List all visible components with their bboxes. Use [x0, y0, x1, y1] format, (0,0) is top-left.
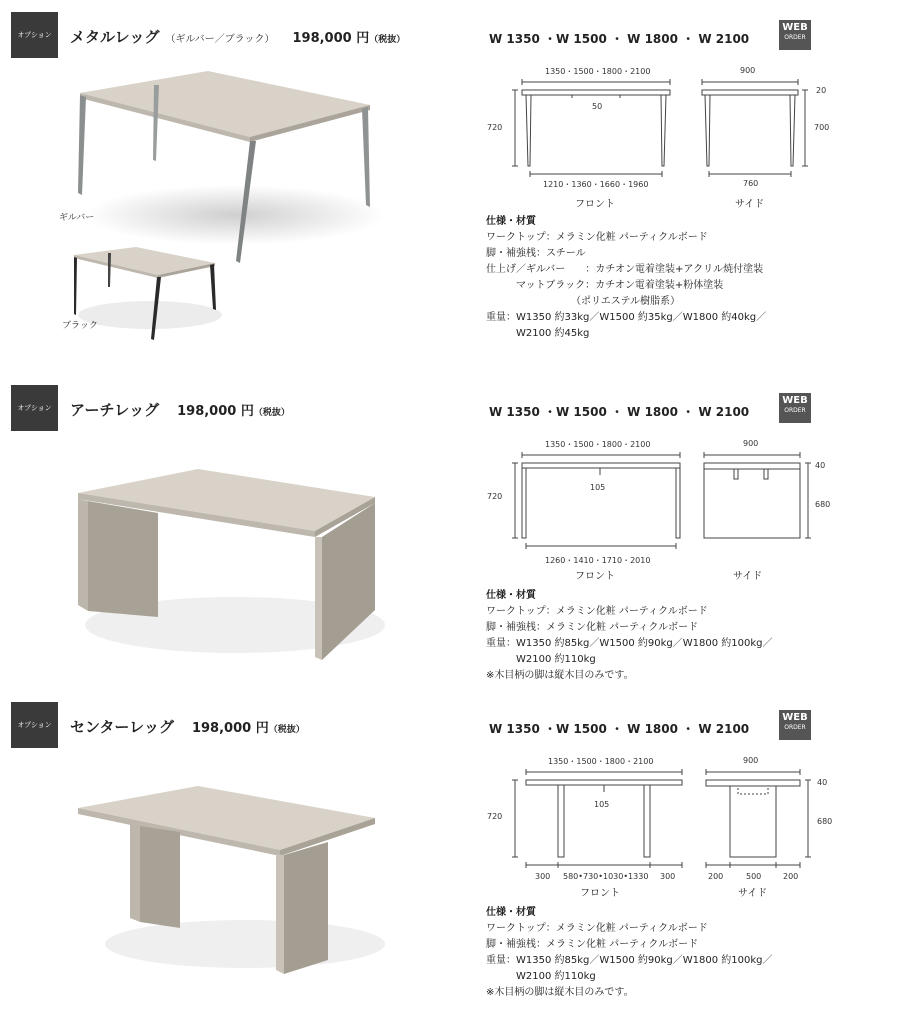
side-view-drawing [700, 78, 810, 188]
spec-line: 重量：W1350 約85kg／W1500 約90kg／W1800 約100kg／ [486, 638, 773, 649]
spec-line: 重量：W1350 約33kg／W1500 約35kg／W1800 約40kg／ [486, 312, 767, 323]
web-label: WEB [782, 22, 808, 33]
web-order-badge[interactable] [779, 20, 811, 50]
option-badge: オプション [11, 385, 58, 431]
table-image-gilver [70, 65, 390, 265]
option-badge: オプション [11, 12, 58, 58]
dim-top-thickness: 20 [816, 86, 827, 95]
front-label: フロント [575, 571, 615, 582]
order-label: ORDER [784, 34, 806, 41]
tax-note: （税抜） [369, 35, 406, 45]
dim-side-offset-right: 200 [783, 872, 799, 881]
product-name: メタルレッグ [70, 28, 160, 46]
dim-leg-height: 700 [814, 123, 830, 132]
dim-width-top: 1350・1500・1800・2100 [545, 67, 651, 76]
spec-line: 重量：W1350 約85kg／W1500 約90kg／W1800 約100kg／ [486, 955, 773, 966]
spec-line: ワークトップ：メラミン化粧 パーティクルボード [486, 606, 708, 617]
product-title [70, 26, 405, 47]
spec-title: 仕様・材質 [486, 590, 536, 601]
tax-note: （税抜） [268, 725, 305, 735]
spec-line: ※木目柄の脚は縦木目のみです。 [486, 670, 634, 681]
spec-line: 脚・補強桟：メラミン化粧 パーティクルボード [486, 622, 699, 633]
side-label: サイド [733, 571, 763, 582]
spec-line: ワークトップ：メラミン化粧 パーティクルボード [486, 923, 708, 934]
spec-line: 脚・補強桟：メラミン化粧 パーティクルボード [486, 939, 699, 950]
width-options: W 1350 ・W 1500 ・ W 1800 ・ W 2100 [489, 32, 750, 46]
product-variant: （ギルバー／ブラック） [165, 34, 275, 45]
order-label: ORDER [784, 407, 806, 414]
table-image-center [70, 782, 390, 982]
dim-width-bottom: 1260・1410・1710・2010 [545, 556, 651, 565]
web-order-badge[interactable] [779, 393, 811, 423]
side-view-drawing [700, 768, 810, 878]
dim-height: 720 [487, 812, 503, 821]
dim-side-leg-width: 500 [746, 872, 762, 881]
front-label: フロント [580, 888, 620, 899]
side-view-drawing [700, 451, 810, 561]
web-label: WEB [782, 712, 808, 723]
dim-depth-top: 900 [743, 756, 759, 765]
front-view-drawing [512, 768, 692, 878]
front-label: フロント [575, 199, 615, 210]
product-price: 198,000 円 [292, 31, 370, 46]
side-label: サイド [735, 199, 765, 210]
dim-width-bottom: 1210・1360・1660・1960 [543, 180, 649, 189]
spec-line: W2100 約45kg [486, 328, 590, 339]
dim-leg-span: 580•730•1030•1330 [563, 872, 649, 881]
product-price: 198,000 円 [177, 404, 254, 419]
dim-top-thickness: 40 [815, 461, 826, 470]
product-price: 198,000 円 [191, 721, 269, 736]
dim-depth-bottom: 760 [743, 179, 759, 188]
spec-block [486, 214, 766, 342]
spec-title: 仕様・材質 [486, 907, 536, 918]
dim-leg-offset-right: 300 [660, 872, 676, 881]
caption-black: ブラック [62, 321, 98, 331]
section-center-leg [0, 702, 897, 1022]
spec-line: 仕上げ／ギルバー ：カチオン電着塗装+アクリル焼付塗装 [486, 264, 764, 275]
dim-top-thickness: 40 [817, 778, 828, 787]
spec-line: （ポリエステル樹脂系） [486, 296, 681, 307]
section-metal-leg [0, 0, 897, 360]
product-name: アーチレッグ [70, 401, 160, 419]
spec-block [486, 905, 773, 1001]
front-view-drawing [512, 451, 692, 561]
dim-side-offset-left: 200 [708, 872, 724, 881]
spec-line: ※木目柄の脚は縦木目のみです。 [486, 987, 634, 998]
spec-line: W2100 約110kg [486, 654, 596, 665]
spec-line: W2100 約110kg [486, 971, 596, 982]
dim-leg-height: 680 [815, 500, 831, 509]
dim-leg-height: 680 [817, 817, 833, 826]
product-title [70, 399, 290, 420]
dim-inner: 105 [594, 800, 610, 809]
dim-depth-top: 900 [740, 66, 756, 75]
dim-width-top: 1350・1500・1800・2100 [545, 440, 651, 449]
spec-title: 仕様・材質 [486, 216, 536, 227]
dim-depth-top: 900 [743, 439, 759, 448]
side-label: サイド [738, 888, 768, 899]
order-label: ORDER [784, 724, 806, 731]
product-title [70, 716, 305, 737]
dim-inner: 50 [592, 102, 603, 111]
product-name: センターレッグ [70, 718, 174, 736]
spec-line: 脚・補強桟：スチール [486, 248, 586, 259]
option-badge: オプション [11, 702, 58, 748]
width-options: W 1350 ・W 1500 ・ W 1800 ・ W 2100 [489, 405, 750, 419]
dim-inner: 105 [590, 483, 606, 492]
tax-note: （税抜） [253, 408, 290, 418]
web-order-badge[interactable] [779, 710, 811, 740]
dim-height: 720 [487, 492, 503, 501]
width-options: W 1350 ・W 1500 ・ W 1800 ・ W 2100 [489, 722, 750, 736]
caption-gilver: ギルバー [59, 213, 95, 223]
spec-line: ワークトップ：メラミン化粧 パーティクルボード [486, 232, 708, 243]
spec-block [486, 588, 773, 684]
section-arch-leg [0, 385, 897, 685]
dim-leg-offset-left: 300 [535, 872, 551, 881]
dim-height: 720 [487, 123, 503, 132]
dim-width-top: 1350・1500・1800・2100 [548, 757, 654, 766]
front-view-drawing [512, 78, 682, 188]
spec-line: マットブラック：カチオン電着塗装+粉体塗装 [486, 280, 724, 291]
table-image-arch [70, 465, 390, 665]
web-label: WEB [782, 395, 808, 406]
